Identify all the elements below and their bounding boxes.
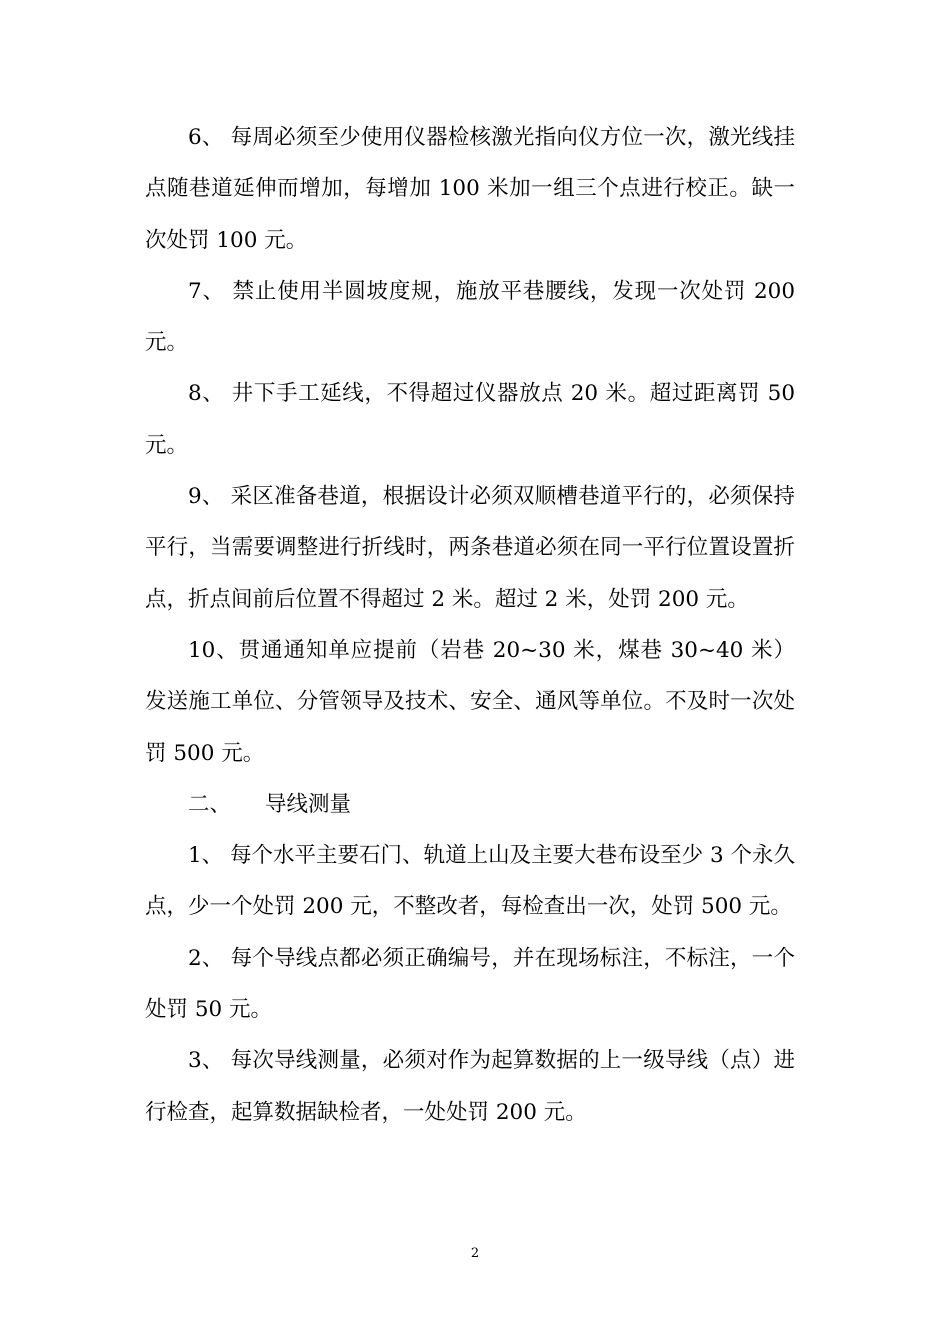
paragraph-item-8: 8、 井下手工延线，不得超过仪器放点 20 米。超过距离罚 50 元。 [145, 381, 795, 458]
section-title: 导线测量 [265, 791, 352, 817]
paragraph-item-6: 6、 每周必须至少使用仪器检核激光指向仪方位一次，激光线挂点随巷道延伸而增加，每增加 100 米加一组三个点进行校正。缺一次处罚 100 元。 [145, 125, 795, 253]
body-text [145, 112, 795, 1138]
paragraph-item-7: 7、 禁止使用半圆坡度规，施放平巷腰线，发现一次处罚 200 元。 [145, 278, 795, 356]
section-item-1: 1、 每个水平主要石门、轨道上山及主要大巷布设至少 3 个永久点，少一个处罚 200 元，不整改者，每检查出一次，处罚 500 元。 [145, 843, 795, 920]
paragraph-item-9: 9、 采区准备巷道，根据设计必须双顺槽巷道平行的，必须保持平行，当需要调整进行折线时，两条巷道必须在同一平行位置设置折点，折点间前后位置不得超过 2 米。超过 2 米，处罚 200 元。 [145, 484, 795, 612]
page-number: 2 [470, 1246, 480, 1261]
section-item-3: 3、 每次导线测量，必须对作为起算数据的上一级导线（点）进行检查，起算数据缺检者，一处处罚 200 元。 [145, 1048, 795, 1125]
section-number: 二、 [188, 791, 232, 817]
section-heading [145, 779, 795, 830]
paragraph-item-10: 10、贯通通知单应提前（岩巷 20~30 米，煤巷 30~40 米）发送施工单位、分管领导及技术、安全、通风等单位。不及时一次处罚 500 元。 [145, 637, 795, 766]
section-item-2: 2、 每个导线点都必须正确编号，并在现场标注，不标注，一个处罚 50 元。 [145, 945, 795, 1023]
